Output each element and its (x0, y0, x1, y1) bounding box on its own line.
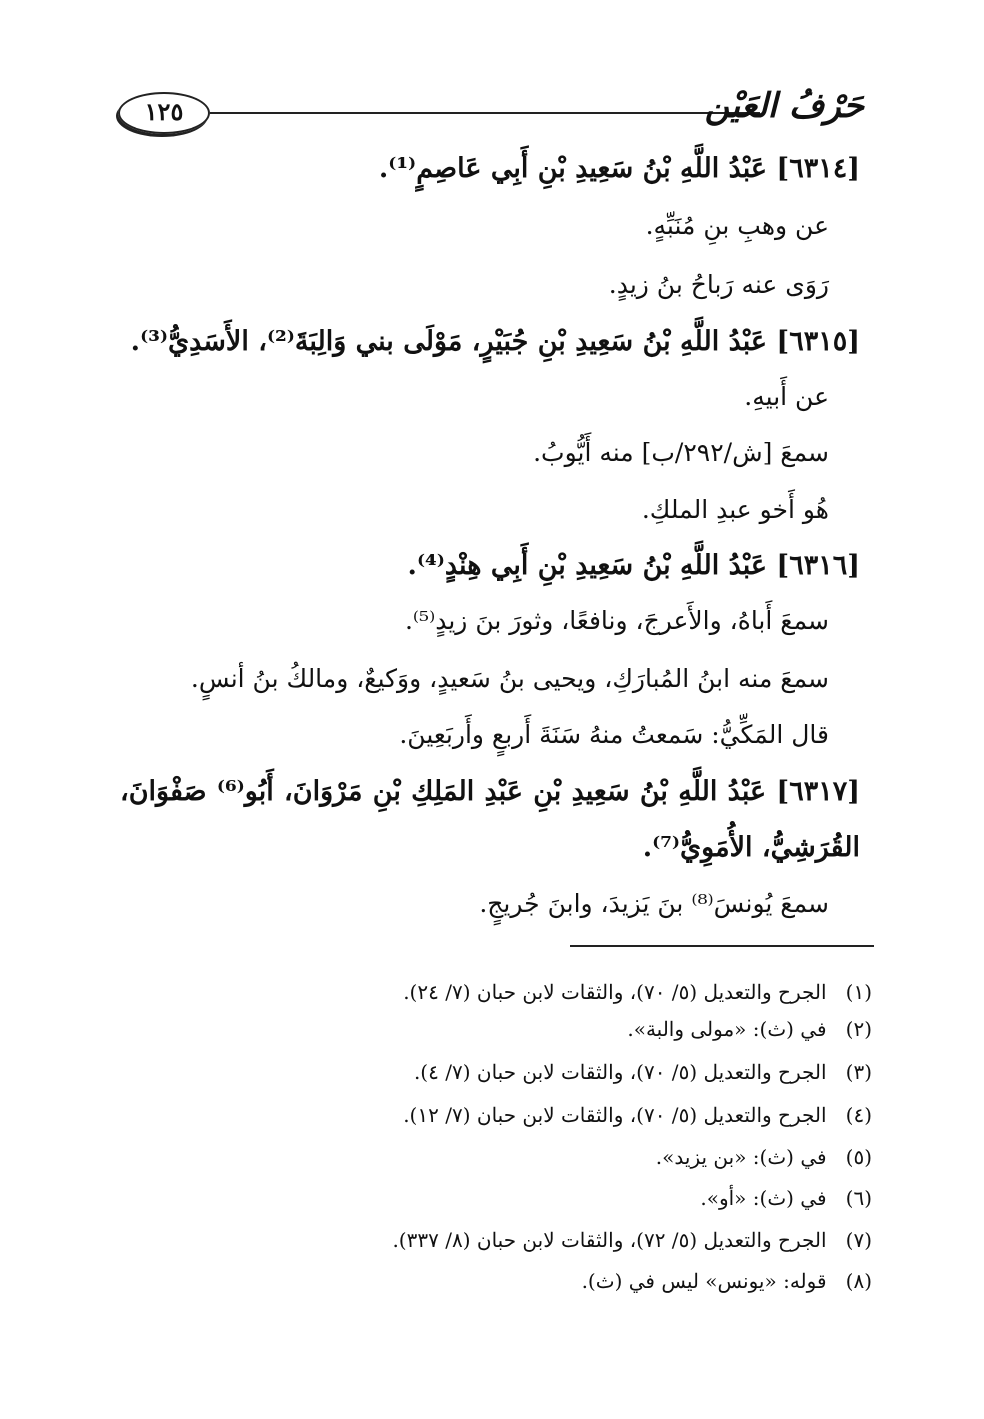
footnote-number: (٤) (845, 1103, 872, 1127)
footnote (392, 1224, 872, 1256)
entry-heading: [٦٣١٤] عَبْدُ اللَّهِ بْنُ سَعِيدِ بْنِ أَبِي عَاصِمٍ⁽¹⁾. (378, 153, 860, 184)
entry-heading: [٦٣١٥] عَبْدُ اللَّهِ بْنُ سَعِيدِ بْنِ جُبَيْرٍ، مَوْلَى بني وَالِبَةَ⁽²⁾، الأَسَدِيُّ⁽³⁾. (130, 326, 860, 357)
footnote-text: الجرح والتعديل (٥/ ٧٠)، والثقات لابن حبان (٧/ ٤). (413, 1060, 827, 1084)
footnote-text: قوله: «يونس» ليس في (ث). (581, 1269, 827, 1293)
body-line: سمعَ منه ابنُ المُبارَكِ، ويحيى بنُ سَعيدٍ، ووَكيعٌ، ومالكُ بنُ أنسٍ. (190, 664, 829, 693)
footnote-number: (٥) (845, 1145, 872, 1169)
footnote-text: الجرح والتعديل (٥/ ٧٠)، والثقات لابن حبان (٧/ ١٢). (403, 1103, 827, 1127)
footnote-number: (١) (845, 980, 872, 1004)
entry-heading: [٦٣١٧] عَبْدُ اللَّهِ بْنُ سَعِيدِ بْنِ عَبْدِ المَلِكِ بْنِ مَرْوَانَ، أَبُو⁽⁶⁾ صَفْوَانَ، (120, 776, 860, 807)
body-line: عن أَبيهِ. (744, 382, 829, 411)
footnote (403, 1099, 872, 1131)
entry-heading: [٦٣١٦] عَبْدُ اللَّهِ بْنُ سَعِيدِ بْنِ أَبِي هِنْدٍ⁽⁴⁾. (407, 550, 860, 581)
body-line: عن وهبِ بنِ مُنَبِّهٍ. (645, 211, 829, 240)
footnote (403, 976, 872, 1008)
body-line: رَوَى عنه رَباحُ بنُ زيدٍ. (608, 270, 829, 299)
footnote-text: في (ث): «أو». (700, 1186, 827, 1210)
footnote-number: (٣) (845, 1060, 872, 1084)
footnote-separator (570, 945, 874, 947)
body-line: هُو أَخو عبدِ الملكِ. (641, 495, 829, 524)
footnote (627, 1013, 872, 1045)
footnote-text: الجرح والتعديل (٥/ ٧٠)، والثقات لابن حبان (٧/ ٢٤). (403, 980, 827, 1004)
footnote (582, 1265, 872, 1297)
footnote-number: (٦) (845, 1186, 872, 1210)
body-line: قال المَكِّيُّ: سَمعتُ منهُ سَنَةَ أَربعٍ وأَربَعِينَ. (399, 720, 829, 749)
footnote (656, 1141, 872, 1173)
entry-heading-continued: القُرَشِيُّ، الأُمَوِيُّ⁽⁷⁾. (642, 832, 860, 863)
body-line: سمعَ أَباهُ، والأَعرجَ، ونافعًا، وثورَ بنَ زيدٍ⁽⁵⁾. (404, 606, 829, 635)
footnote-text: الجرح والتعديل (٥/ ٧٢)، والثقات لابن حبان (٨/ ٣٣٧). (392, 1228, 827, 1252)
header-rule (210, 112, 760, 114)
footnote-number: (٨) (845, 1269, 872, 1293)
page-number: ١٢٥ (144, 97, 184, 126)
footnote-number: (٢) (845, 1017, 872, 1041)
chapter-title: حَرْفُ العَيْن (704, 86, 864, 126)
body-line: سمعَ [ش/٢٩٢/ب] منه أَيُّوبُ. (533, 438, 829, 467)
page-number-badge (118, 92, 210, 134)
footnote-text: في (ث): «مولى والبة». (627, 1017, 827, 1041)
footnote (700, 1182, 872, 1214)
footnote-number: (٧) (845, 1228, 872, 1252)
body-line: سمعَ يُونسَ⁽⁸⁾ بنَ يَزيدَ، وابنَ جُريجٍ. (479, 889, 829, 918)
footnote-text: في (ث): «بن يزيد». (655, 1145, 827, 1169)
footnote (414, 1056, 872, 1088)
